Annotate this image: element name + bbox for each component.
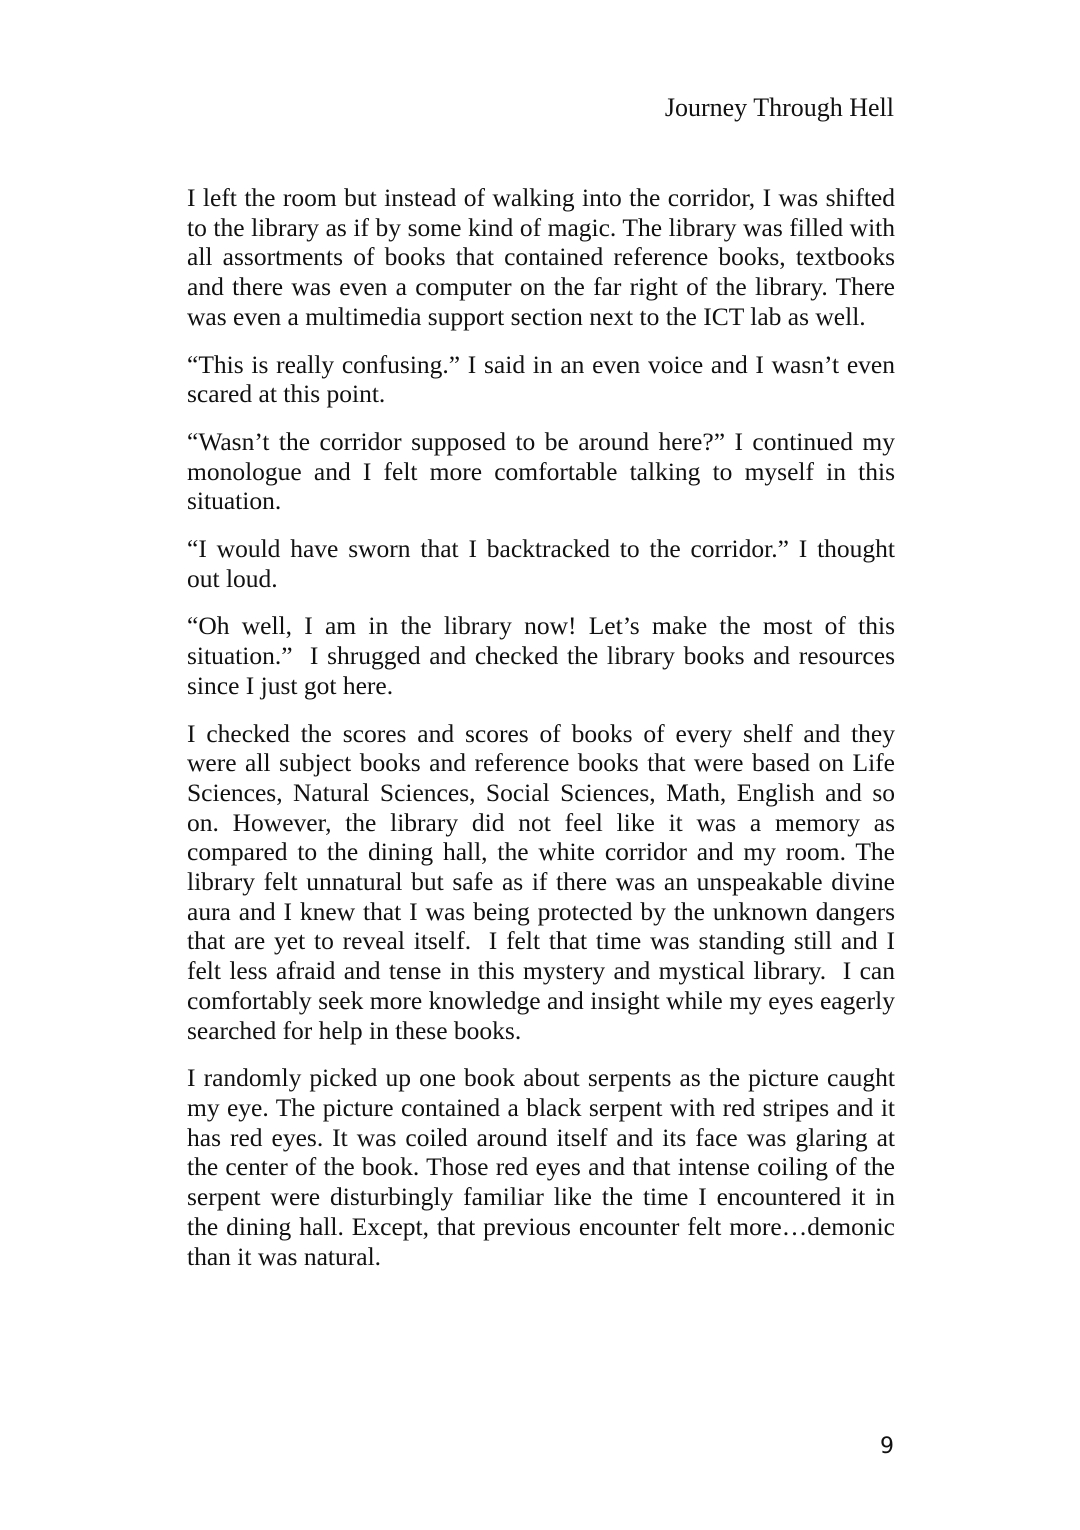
paragraph-7: I randomly picked up one book about serpents as the picture caught my eye. The picture contained a black serpent with red stripes and it has red eyes. It was coiled around itself and its face was glaring at the center of the book. Those red eyes and that intense coiling of the serpent were disturbingly familiar like the time I encountered it in the dining hall. Except, that previous encounter felt more…demonic than it was natural.	[187, 1063, 895, 1271]
paragraph-2: “This is really confusing.” I said in an even voice and I wasn’t even scared at this point.	[187, 349, 895, 409]
body-text	[187, 183, 902, 1289]
paragraph-6: I checked the scores and scores of books of every shelf and they were all subject books and reference books that were based on Life Sciences, Natural Sciences, Social Sciences, Math, English and so on. However, the library did not feel like it was a memory as compared to the dining hall, the white corridor and my room. The library felt unnatural but safe as if there was an unspeakable divine aura and I knew that I was being protected by the unknown dangers that are yet to reveal itself. I felt that time was standing still and I felt less afraid and tense in this mystery and mystical library. I can comfortably seek more knowledge and insight while my eyes eagerly searched for help in these books.	[187, 718, 902, 1045]
paragraph-5: “Oh well, I am in the library now! Let’s make the most of this situation.” I shrugged and checked the library books and resources since I just got here.	[187, 611, 902, 700]
page-number: 9	[880, 1434, 894, 1459]
paragraph-4: “I would have sworn that I backtracked to the corridor.” I thought out loud.	[187, 534, 895, 593]
paragraph-3: “Wasn’t the corridor supposed to be around here?” I continued my monologue and I felt more comfortable talking to myself in this situation.	[187, 426, 895, 516]
running-header-title: Journey Through Hell	[664, 93, 894, 122]
paragraph-1: I left the room but instead of walking into the corridor, I was shifted to the library as if by some kind of magic. The library was filled with all assortments of books that contained reference books, textbooks and there was even a computer on the far right of the library. There was even a multimedia support section next to the ICT lab as well.	[187, 183, 895, 331]
